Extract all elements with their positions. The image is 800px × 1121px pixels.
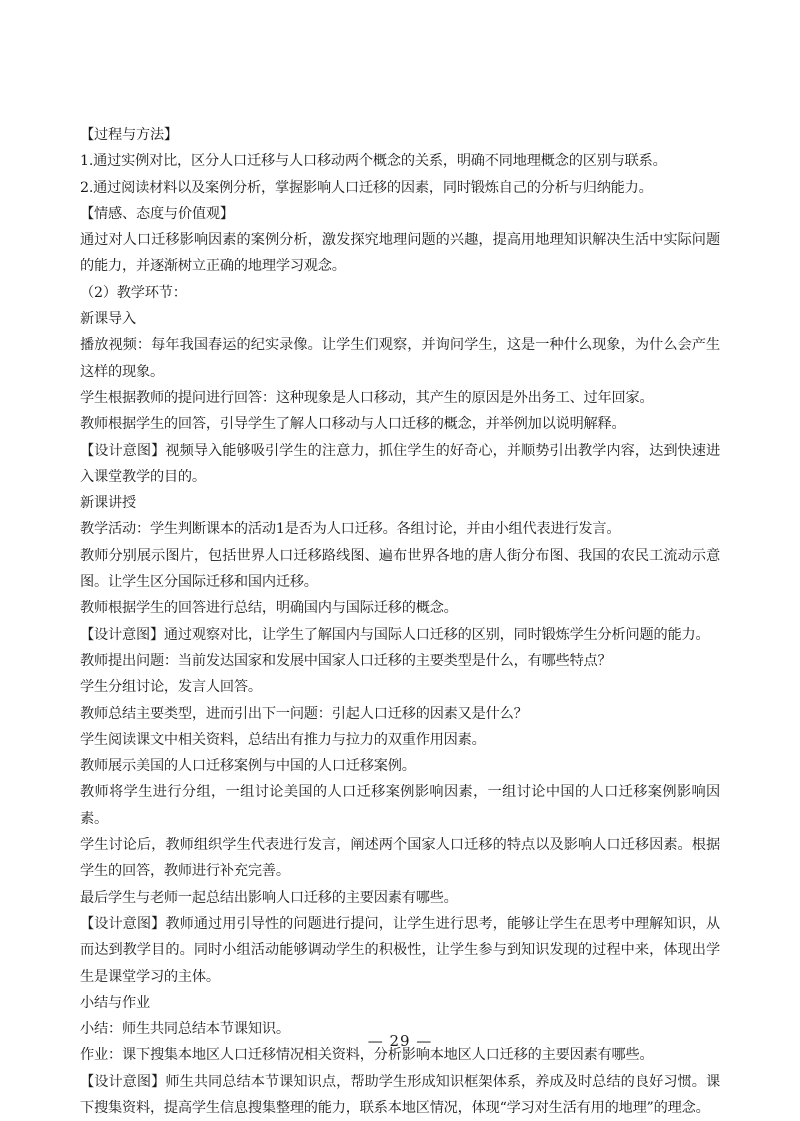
- paragraph: 小结：师生共同总结本节课知识。: [80, 1021, 290, 1038]
- design-intent-paragraph: 【设计意图】视频导入能够吸引学生的注意力，抓住学生的好奇心，并顺势引出教学内容，达到快速进入课堂教学的目的。: [80, 442, 720, 485]
- paragraph: 作业：课下搜集本地区人口迁移情况相关资料，分析影响本地区人口迁移的主要因素有哪些。: [80, 1047, 654, 1064]
- paragraph: 1.通过实例对比，区分人口迁移与人口移动两个概念的关系，明确不同地理概念的区别与联系。: [80, 153, 667, 170]
- paragraph: 学生阅读课文中相关资料，总结出有推力与拉力的双重作用因素。: [80, 731, 486, 748]
- subheading-summary-homework: 小结与作业: [80, 994, 150, 1011]
- paragraph: 学生讨论后，教师组织学生代表进行发言，阐述两个国家人口迁移的特点以及影响人口迁移因素。根据学生的回答，教师进行补充完善。: [80, 837, 720, 880]
- paragraph: 播放视频：每年我国春运的纪实录像。让学生们观察，并询问学生，这是一种什么现象，为什么会产生这样的现象。: [80, 337, 720, 380]
- paragraph: 学生分组讨论，发言人回答。: [80, 679, 262, 696]
- document-body: [80, 122, 720, 1121]
- subheading-lesson-intro: 新课导入: [80, 311, 136, 328]
- paragraph: 教师总结主要类型，进而引出下一问题：引起人口迁移的因素又是什么？: [80, 705, 528, 722]
- page-number: — 29 —: [367, 1032, 433, 1050]
- design-intent-paragraph: 【设计意图】师生共同总结本节课知识点，帮助学生形成知识框架体系，养成及时总结的良好习惯。课下搜集资料，提高学生信息搜集整理的能力，联系本地区情况，体现“学习对生活有用的地理”的理念。: [80, 1073, 720, 1116]
- paragraph: 学生根据教师的提问进行回答：这种现象是人口移动，其产生的原因是外出务工、过年回家。: [80, 389, 654, 406]
- paragraph: 教师将学生进行分组，一组讨论美国的人口迁移案例影响因素，一组讨论中国的人口迁移案例影响因素。: [80, 784, 720, 827]
- paragraph: 最后学生与老师一起总结出影响人口迁移的主要因素有哪些。: [80, 889, 458, 906]
- paragraph: 通过对人口迁移影响因素的案例分析，激发探究地理问题的兴趣，提高用地理知识解决生活中实际问题的能力，并逐渐树立正确的地理学习观念。: [80, 232, 720, 275]
- section-heading-emotion-values: 【情感、态度与价值观】: [80, 205, 234, 222]
- paragraph: 2.通过阅读材料以及案例分析，掌握影响人口迁移的因素，同时锻炼自己的分析与归纳能力。: [80, 179, 653, 196]
- section-heading-process-method: 【过程与方法】: [80, 127, 178, 143]
- paragraph: 教师提出问题：当前发达国家和发展中国家人口迁移的主要类型是什么，有哪些特点？: [80, 652, 612, 669]
- design-intent-paragraph: 【设计意图】教师通过用引导性的问题进行提问，让学生进行思考，能够让学生在思考中理解知识，从而达到教学目的。同时小组活动能够调动学生的积极性，让学生参与到知识发现的过程中来，体现出学生是课堂学习的主体。: [80, 915, 720, 985]
- paragraph: 教师根据学生的回答进行总结，明确国内与国际迁移的概念。: [80, 600, 458, 617]
- section-heading-teaching-steps: （2）教学环节：: [80, 284, 187, 301]
- paragraph: 教师展示美国的人口迁移案例与中国的人口迁移案例。: [80, 758, 416, 775]
- paragraph: 教学活动：学生判断课本的活动1是否为人口迁移。各组讨论，并由小组代表进行发言。: [80, 521, 621, 538]
- paragraph: 教师分别展示图片，包括世界人口迁移路线图、遍布世界各地的唐人街分布图、我国的农民工流动示意图。让学生区分国际迁移和国内迁移。: [80, 547, 720, 591]
- paragraph: 教师根据学生的回答，引导学生了解人口移动与人口迁移的概念，并举例加以说明解释。: [80, 416, 626, 433]
- subheading-new-lesson: 新课讲授: [80, 495, 136, 512]
- design-intent-paragraph: 【设计意图】通过观察对比，让学生了解国内与国际人口迁移的区别，同时锻炼学生分析问题的能力。: [80, 626, 710, 643]
